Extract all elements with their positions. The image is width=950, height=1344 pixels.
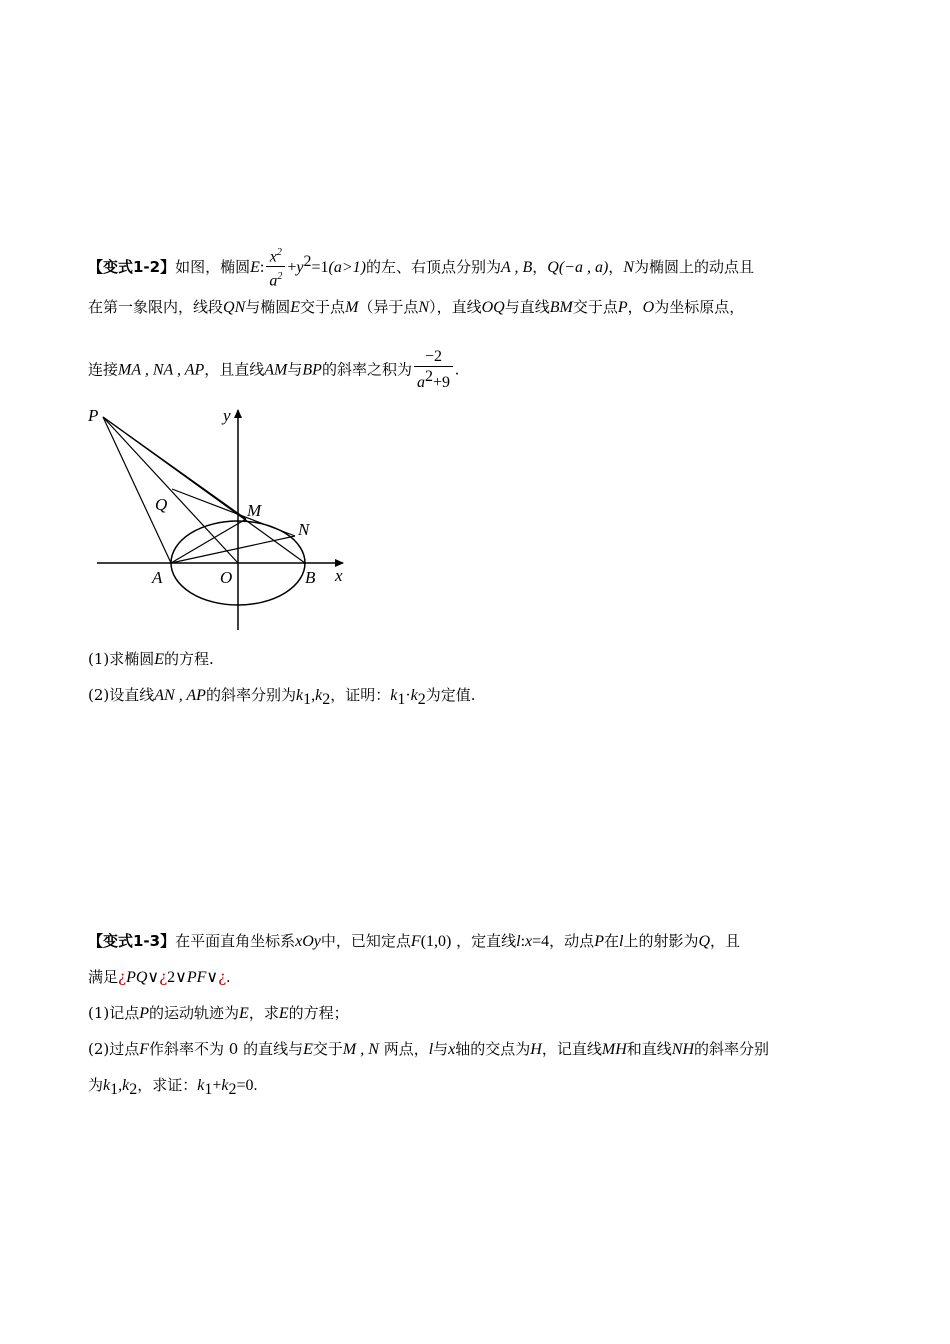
math: :	[259, 258, 265, 276]
math: N	[623, 258, 634, 276]
label-B: B	[305, 568, 316, 587]
math: :	[520, 933, 526, 950]
math: −2	[414, 348, 453, 367]
math: 1	[110, 1081, 119, 1098]
math: ∨	[147, 969, 160, 986]
text: 的方程；	[288, 1004, 349, 1022]
text: 与	[433, 1040, 449, 1058]
math: k	[122, 1077, 130, 1094]
text: ，定直线	[451, 932, 517, 950]
text: 为坐标原点，	[654, 298, 745, 316]
text: .	[253, 1077, 258, 1094]
text: 与椭圆	[245, 298, 291, 316]
math: F	[139, 1041, 150, 1058]
ellipse-figure	[86, 402, 356, 634]
math: N	[418, 299, 430, 316]
math: =4	[532, 933, 550, 950]
math: 1	[204, 1081, 213, 1098]
math: MH	[601, 1041, 627, 1058]
math: l	[516, 933, 521, 950]
text: (2)设直线	[88, 686, 155, 704]
label-Q: Q	[155, 495, 168, 514]
text: 交于点	[300, 298, 346, 316]
label-y: y	[223, 406, 231, 425]
math: x	[269, 248, 277, 266]
text: 两点，	[378, 1040, 429, 1058]
text: ，动点	[549, 932, 595, 950]
math: 2	[129, 1081, 138, 1098]
text: 的斜率之积为	[321, 360, 412, 379]
text: 与	[287, 360, 303, 379]
text: 中，已知定点	[320, 932, 411, 950]
text: 的左、右顶点分别为	[365, 257, 501, 276]
math: 1	[303, 691, 312, 708]
math: P	[139, 1005, 150, 1022]
math: k	[410, 687, 418, 704]
p2-question2	[88, 1038, 769, 1059]
math: l	[428, 1041, 434, 1058]
math: P	[594, 933, 604, 950]
math: 2	[303, 252, 312, 270]
math: Q(−a , a)	[547, 258, 609, 276]
math: a	[416, 374, 425, 391]
p1-line3	[88, 348, 459, 393]
text: .	[454, 361, 459, 379]
text: (1)记点	[88, 1004, 140, 1022]
text: ，	[532, 257, 548, 276]
text: ），直线	[429, 298, 482, 316]
text: 交于	[312, 1040, 343, 1058]
math: E	[239, 1005, 249, 1022]
fraction-slope-product	[414, 348, 453, 393]
math: +	[212, 1077, 222, 1094]
math: k	[315, 687, 323, 704]
text: ，且	[710, 932, 741, 950]
math: F	[410, 933, 421, 950]
math: x	[448, 1041, 456, 1058]
text: 在	[603, 932, 619, 950]
math-E: E	[250, 258, 260, 276]
text: ，且直线	[204, 360, 265, 379]
text: 的运动轨迹为	[149, 1004, 240, 1022]
label-M: M	[247, 501, 262, 520]
math: QN	[223, 299, 246, 316]
broken-glyph: ¿	[159, 968, 168, 986]
math: Q	[698, 933, 711, 950]
segment-AN	[171, 536, 295, 563]
text: 的斜率分别	[694, 1040, 770, 1058]
broken-glyph: ¿	[118, 968, 127, 986]
math: MA , NA , AP	[118, 361, 205, 379]
math: +9	[432, 374, 450, 391]
label-x: x	[335, 566, 343, 585]
segment-PA	[103, 417, 171, 563]
p2-question1	[88, 1002, 349, 1023]
text: ，	[608, 257, 624, 276]
math: AN , AP	[154, 687, 206, 704]
math: E	[303, 1041, 313, 1058]
text: .	[226, 969, 231, 986]
math: 2	[276, 247, 282, 258]
text: 与直线	[504, 298, 550, 316]
math: PQ	[126, 969, 148, 986]
math: 1	[397, 691, 406, 708]
math: 2	[228, 1081, 237, 1098]
math: 2	[277, 271, 283, 283]
label-N: N	[298, 520, 310, 539]
text: 满足	[88, 968, 119, 986]
math: ·	[405, 687, 411, 704]
math: BM	[549, 299, 573, 316]
math: k	[295, 687, 304, 704]
p1-question2	[88, 684, 476, 709]
math: (1,0)	[420, 933, 452, 950]
math: 2	[167, 969, 176, 986]
math: M , N	[342, 1041, 379, 1058]
math: k	[103, 1077, 111, 1094]
text: 和直线	[626, 1040, 672, 1058]
text: 轴的交点为	[455, 1040, 531, 1058]
text: 为定值.	[425, 686, 476, 704]
math: ∨	[175, 969, 187, 986]
problem-label: 【变式1-2】	[88, 257, 176, 276]
segment-QN	[172, 489, 295, 536]
text: 在平面直角坐标系	[175, 932, 296, 950]
p1-line1	[88, 244, 754, 292]
text: 为椭圆上的动点且	[633, 257, 754, 276]
math: AM	[264, 361, 288, 379]
math: PF	[186, 969, 207, 986]
broken-glyph: ¿	[218, 968, 227, 986]
text: (1)求椭圆	[88, 650, 155, 668]
math: xOy	[295, 933, 321, 950]
math: =1	[311, 258, 329, 276]
math: E	[290, 299, 301, 316]
math: k	[221, 1077, 229, 1094]
text: 的方程.	[164, 650, 214, 668]
math: a	[269, 272, 278, 290]
math: x	[525, 933, 533, 950]
p2-line1	[88, 930, 740, 951]
math: E	[154, 651, 165, 668]
math: +	[287, 258, 297, 276]
text: 在第一象限内，线段	[88, 298, 224, 316]
math: P	[617, 299, 628, 316]
math: E	[278, 1005, 289, 1022]
text: ，求	[248, 1004, 279, 1022]
math: 2	[424, 368, 433, 385]
math: k	[390, 687, 398, 704]
math: A , B	[501, 258, 533, 276]
problem-label: 【变式1-3】	[88, 932, 176, 950]
text: (2)过点	[88, 1040, 140, 1058]
text: 上的射影为	[623, 932, 699, 950]
math: ∨	[206, 969, 219, 986]
text: 连接	[88, 360, 119, 379]
text: 交于点	[572, 298, 618, 316]
text: ，	[627, 298, 643, 316]
fraction-x2-a2	[266, 244, 285, 292]
math: =0	[236, 1077, 254, 1094]
text: 为	[88, 1076, 104, 1094]
math: y	[296, 258, 304, 276]
p1-question1	[88, 648, 214, 669]
text: ，证明：	[330, 686, 391, 704]
math: ,	[311, 687, 316, 704]
text: （异于点	[358, 298, 419, 316]
text: ，求证：	[137, 1076, 198, 1094]
math: ,	[118, 1077, 123, 1094]
p2-line2	[88, 966, 230, 987]
math: (a>1)	[328, 258, 366, 276]
math: BP	[302, 361, 322, 379]
text: ，记直线	[541, 1040, 602, 1058]
math: 2	[417, 691, 426, 708]
text: 作斜率不为 0 的直线与	[149, 1040, 304, 1058]
segment-PO	[103, 417, 238, 563]
math: OQ	[481, 299, 505, 316]
math: NH	[671, 1041, 695, 1058]
math: O	[642, 299, 655, 316]
label-A: A	[152, 568, 163, 587]
label-O: O	[220, 568, 233, 587]
text: 的斜率分别为	[205, 686, 296, 704]
math: l	[618, 933, 624, 950]
segment-PB	[103, 417, 305, 563]
math: M	[345, 299, 359, 316]
p1-line2	[88, 296, 744, 317]
math: H	[530, 1041, 542, 1058]
text: 如图，椭圆	[175, 257, 251, 276]
math: k	[197, 1077, 205, 1094]
math: 2	[322, 691, 331, 708]
label-P: P	[88, 406, 99, 425]
p2-question2-cont	[88, 1074, 258, 1099]
